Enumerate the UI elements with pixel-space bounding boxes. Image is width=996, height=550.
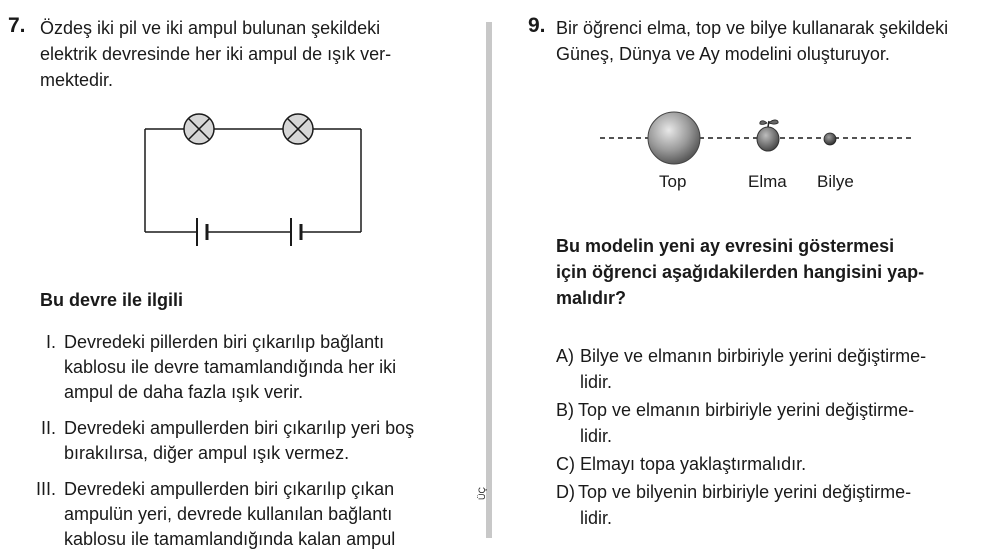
bulb-1-icon — [184, 114, 214, 144]
option-d-text[interactable]: lidir. — [580, 508, 613, 528]
option-c-text[interactable]: Elmayı topa yaklaştırmalıdır. — [580, 454, 807, 474]
top-ball — [648, 112, 700, 164]
option-d-text[interactable]: Top ve bilyenin birbiriyle yerini değiştirme- — [578, 482, 912, 502]
question-bold-line: Bu modelin yeni ay evresini göstermesi — [556, 236, 895, 256]
question-bold-line: için öğrenci aşağıdakilerden hangisini yap- — [556, 262, 925, 282]
label-top: Top — [659, 172, 687, 191]
statement-line: kablosu ile devre tamamlandığında her iki — [64, 357, 397, 377]
question-text-line: elektrik devresinde her iki ampul de ışık ver- — [40, 44, 392, 64]
option-a-text[interactable]: lidir. — [580, 372, 613, 392]
bulb-2-icon — [283, 114, 313, 144]
label-elma: Elma — [748, 172, 787, 191]
circuit-diagram — [0, 108, 470, 248]
option-d-label[interactable]: D) — [556, 482, 575, 502]
battery-1 — [197, 218, 207, 246]
battery-2 — [291, 218, 301, 246]
question-number: 9. — [528, 14, 546, 37]
option-b-label[interactable]: B) — [556, 400, 574, 420]
statement-label: II. — [41, 418, 57, 438]
statement-label: III. — [36, 479, 57, 499]
question-text-line: Özdeş iki pil ve iki ampul bulunan şekildeki — [40, 18, 381, 38]
apple-icon — [757, 120, 779, 151]
question-text-line: mektedir. — [40, 70, 114, 90]
statement-line: bırakılırsa, diğer ampul ışık vermez. — [64, 443, 350, 463]
statement-line: ampulün yeri, devrede kullanılan bağlantı — [64, 504, 393, 524]
question-text-line: Güneş, Dünya ve Ay modelini oluşturuyor. — [556, 44, 890, 64]
statement-line: Devredeki pillerden biri çıkarılıp bağlantı — [64, 332, 385, 352]
statement-label: I. — [46, 332, 57, 352]
option-a-label[interactable]: A) — [556, 346, 574, 366]
question-prompt: Bu devre ile ilgili — [40, 290, 184, 310]
option-b-text[interactable]: lidir. — [580, 426, 613, 446]
option-b-text[interactable]: Top ve elmanın birbiriyle yerini değiştirme- — [578, 400, 915, 420]
option-c-label[interactable]: C) — [556, 454, 575, 474]
question-text-line: Bir öğrenci elma, top ve bilye kullanarak şekildeki — [556, 18, 949, 38]
label-bilye: Bilye — [817, 172, 854, 191]
question-number: 7. — [8, 14, 26, 37]
statement-line: Devredeki ampullerden biri çıkarılıp çıkan — [64, 479, 395, 499]
side-mark: ÜÇ — [477, 487, 487, 500]
statement-line: kablosu ile tamamlandığında kalan ampul — [64, 529, 396, 549]
marble — [824, 133, 836, 145]
statement-line: Devredeki ampullerden biri çıkarılıp yeri boş — [64, 418, 415, 438]
question-bold-line: malıdır? — [556, 288, 627, 308]
column-divider — [486, 22, 492, 538]
statement-line: ampul de daha fazla ışık verir. — [64, 382, 304, 402]
option-a-text[interactable]: Bilye ve elmanın birbiriyle yerini değiştirme- — [580, 346, 927, 366]
